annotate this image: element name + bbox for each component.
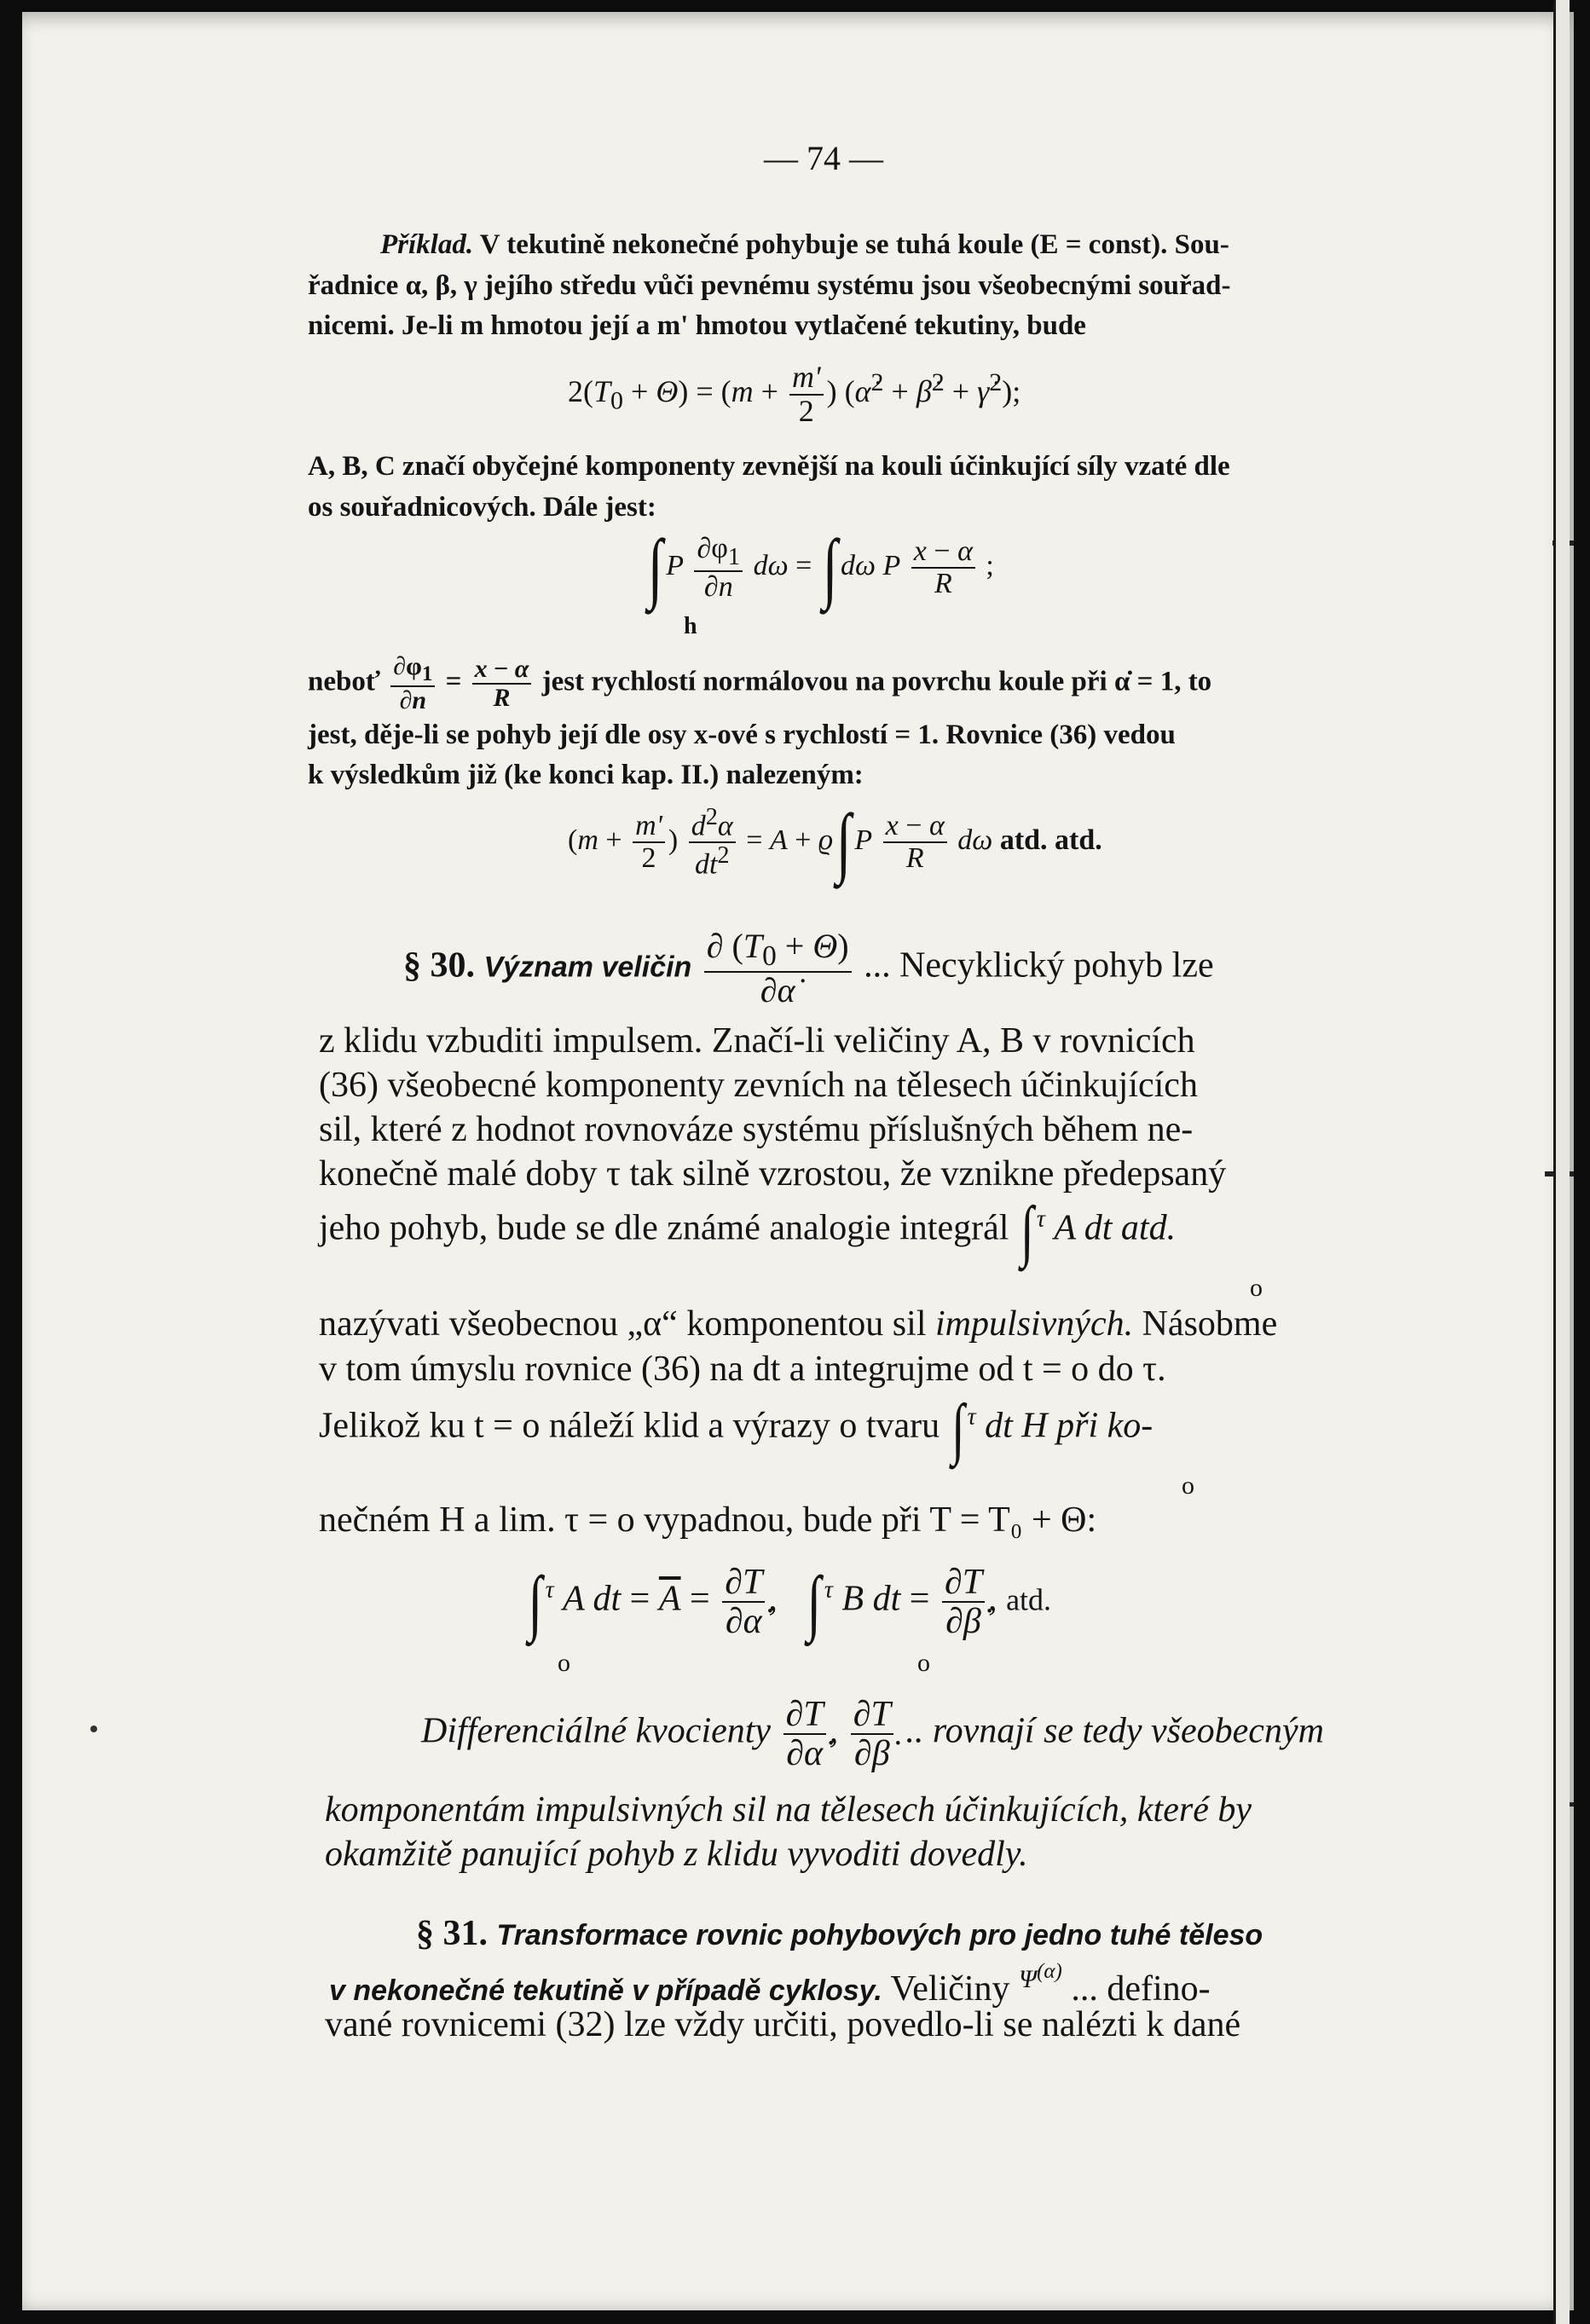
section-30-title-tail: ... Necyklický pohyb lze bbox=[864, 945, 1214, 986]
page-gutter bbox=[1553, 0, 1570, 2324]
named-line-impulsive: impulsivných. bbox=[934, 1304, 1134, 1344]
section-30-line-4: konečně malé doby τ tak silně vzrostou, že vznikne předepsaný bbox=[319, 1154, 1227, 1194]
page-number: — 74 — bbox=[764, 139, 883, 177]
example-line-7: jest, děje-li se pohyb její dle osy x-ové s rychlostí = 1. Rovnice (36) vedou bbox=[308, 720, 1176, 750]
section-30-necnem-line: nečném H a lim. τ = o vypadnou, bude při T = T₀ + Θ: bbox=[319, 1500, 1097, 1540]
neboť-word: neboť bbox=[308, 666, 381, 697]
theorem-line-1-a: Differenciálné kvocienty bbox=[421, 1711, 772, 1751]
example-line-1-text: V tekutině nekonečné pohybuje se tuhá koule (E = const). Sou- bbox=[479, 229, 1229, 260]
section-31-title-1: Transformace rovnic pohybových pro jedno tuhé těleso bbox=[496, 1919, 1263, 1951]
section-30-heading: § 30. Význam veličin $\frac{\partial (T_0 + \Theta)}{\partial\alphȧ}$ ... Necyklický pohyb lze bbox=[403, 927, 1214, 1009]
section-31-heading-line-1 bbox=[416, 1913, 1263, 1954]
example-label: Příklad. bbox=[380, 229, 474, 260]
theorem-line-3: okamžitě panující pohyb z klidu vyvoditi dovedly. bbox=[325, 1835, 1028, 1874]
example-line-6: neboť $\frac{\partial\varphi_1}{\partial n}$ = $\frac{x - \alpha}{R}$ jest rychlostí normálovou na povrchu koule při α̇ = 1, to bbox=[308, 652, 1212, 715]
named-line-c: Násobme bbox=[1142, 1304, 1278, 1344]
scanned-page bbox=[22, 12, 1574, 2310]
section-31-line-2: vané rovnicemi (32) lze vždy určiti, povedlo-li se nalézti k dané bbox=[325, 2005, 1241, 2044]
example-line-3: nicemi. Je-li m hmotou její a m' hmotou vytlačené tekutiny, bude bbox=[308, 310, 1086, 341]
equation-surface-integral: ∫ P $\frac{\partial\varphi_1}{\partial n}$ dω = ∫ dω P $\frac{x - \alpha}{R}$ ; bbox=[647, 523, 994, 611]
scan-dot bbox=[90, 1726, 97, 1732]
section-31-number: § 31. bbox=[416, 1914, 488, 1953]
section-30-mult-line: v tom úmyslu rovnice (36) na dt a integrujme od t = o do τ. bbox=[319, 1350, 1166, 1389]
section-30-jelikoz-line: Jelikož ku t = o náleží klid a výrazy o tvaru ∫ $^\tau$ dt H při ko- bbox=[319, 1391, 1153, 1466]
equation-motion-result: (m + $\frac{m'}{2}$ ) $\frac{d^2\alpha}{dt^2}$ = A + ϱ∫ P $\frac{x - \alpha}{R}$ dω atd. atd. bbox=[568, 798, 1102, 886]
named-line-a: nazývati všeobecnou „α“ komponentou sil bbox=[319, 1304, 927, 1344]
example-line-5: os souřadnicových. Dále jest: bbox=[308, 492, 656, 523]
section-31-heading-line-2: v nekonečné tekutině v případě cyklosy. Veličiny $^{\Psi^{(\alpha)}}$ ... defino- bbox=[329, 1960, 1211, 2009]
equation-subscript-h: h bbox=[684, 613, 697, 639]
theorem-line-2: komponentám impulsivných sil na tělesech účinkujících, které by bbox=[325, 1790, 1252, 1830]
section-30-number: § 30. bbox=[403, 945, 475, 986]
equation-impulse-result: ∫ $^\tau$ A dt = $\overline{A}$ = $\frac{\partial T}{\partial\alphȧ}$ , ∫ $^\tau$ B dt = $\frac{\partial T}{\partial\betȧ}$ , atd. bbox=[528, 1560, 1052, 1643]
example-line-2: řadnice α, β, γ jejího středu vůči pevnému systému jsou všeobecnými souřad- bbox=[308, 270, 1231, 301]
integral-lower-limit-4: o bbox=[917, 1649, 930, 1677]
example-line-4: A, B, C značí obyčejné komponenty zevnější na kouli účinkující síly vzaté dle bbox=[308, 451, 1230, 482]
theorem-line-1: Differenciálné kvocienty $\frac{\partial T}{\partial\alphȧ}$ , $\frac{\partial T}{\partial\betȧ}$ .. rovnají se tedy všeobecným bbox=[421, 1695, 1324, 1774]
integral-lower-limit-1: o bbox=[1250, 1274, 1263, 1302]
section-30-named-line bbox=[319, 1304, 1277, 1344]
equation-tail-atd: atd. atd. bbox=[999, 824, 1102, 856]
integral-lower-limit-3: o bbox=[558, 1649, 570, 1677]
integral-line-tail: A dt atd. bbox=[1054, 1208, 1177, 1248]
integral-line-text: jeho pohyb, bude se dle známé analogie integrál bbox=[319, 1208, 1009, 1248]
example-line-1 bbox=[380, 229, 1229, 261]
section-30-title: Význam veličin bbox=[483, 951, 692, 984]
equation-result-tail: atd. bbox=[1006, 1582, 1052, 1617]
section-30-line-3: sil, které z hodnot rovnováze systému příslušných během ne- bbox=[319, 1110, 1194, 1149]
example-line-6-text: jest rychlostí normálovou na povrchu koule při α̇ = 1, to bbox=[541, 666, 1212, 697]
section-31-tail: Veličiny bbox=[890, 1969, 1010, 2009]
jelikoz-text: Jelikož ku t = o náleží klid a výrazy o tvaru bbox=[319, 1406, 940, 1446]
section-30-integral-line: jeho pohyb, bude se dle známé analogie integrál ∫ $^\tau$ A dt atd. bbox=[319, 1194, 1177, 1269]
section-30-line-1: z klidu vzbuditi impulsem. Značí-li veličiny A, B v rovnicích bbox=[319, 1021, 1195, 1061]
section-30-line-2: (36) všeobecné komponenty zevních na tělesech účinkujících bbox=[319, 1066, 1198, 1105]
equation-kinetic-energy: $2(T_0 + \Theta) = (m$ + $\frac{m'}{2}$ ) (α̇$^2$ + β̇$^2$ + γ̇$^2$); bbox=[568, 360, 1021, 428]
integral-lower-limit-2: o bbox=[1182, 1471, 1194, 1500]
jelikoz-tail: dt H při ko- bbox=[985, 1406, 1153, 1446]
section-31-title-2: v nekonečné tekutině v případě cyklosy. bbox=[329, 1974, 882, 2007]
theorem-line-1-b: .. rovnají se tedy všeobecným bbox=[905, 1711, 1324, 1751]
section-31-tail-b: ... defino- bbox=[1071, 1969, 1211, 2009]
example-line-8: k výsledkům již (ke konci kap. II.) nalezeným: bbox=[308, 760, 864, 790]
